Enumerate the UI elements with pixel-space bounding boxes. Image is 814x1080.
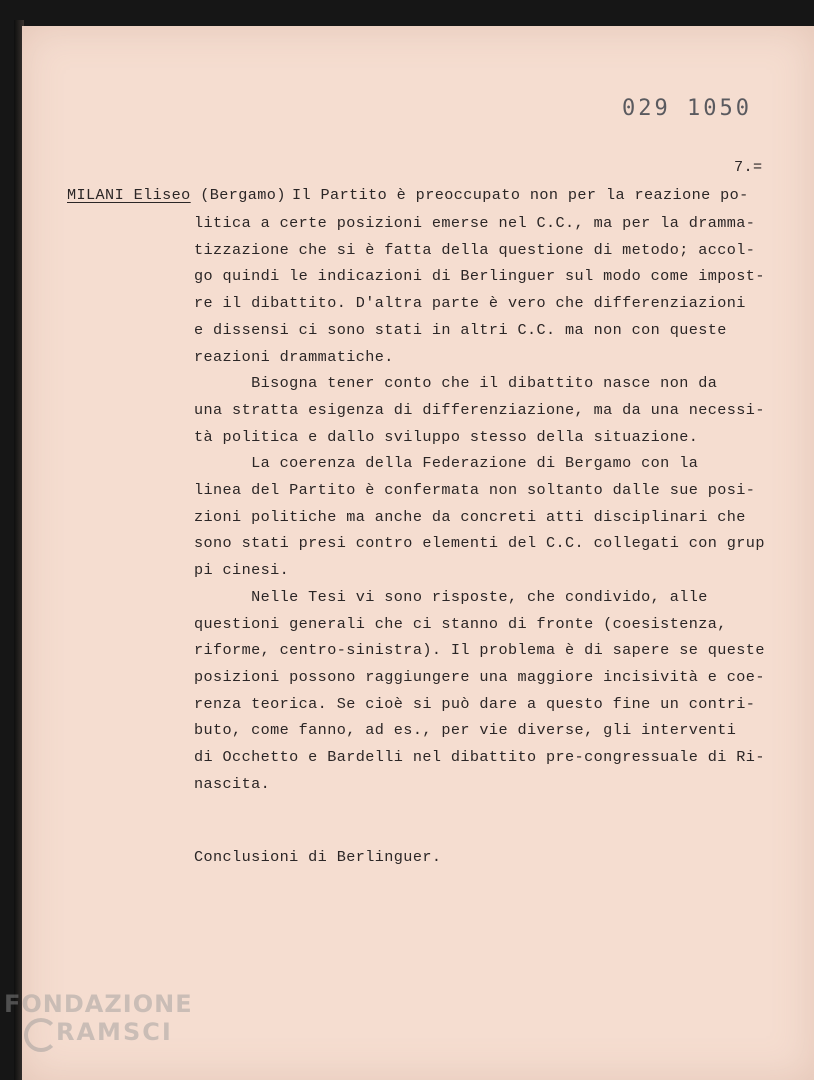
text-line: litica a certe posizioni emerse nel C.C., ma per la dramma- [194,214,756,232]
text-line: renza teorica. Se cioè si può dare a questo fine un contri- [194,695,756,713]
fondazione-gramsci-logo [4,990,204,1070]
text-line: buto, come fanno, ad es., per vie diverse, gli interventi [194,721,737,739]
text-line: reazioni drammatiche. [194,348,394,366]
document-page [22,26,814,1080]
text-line: posizioni possono raggiungere una maggiore incisività e coe- [194,668,765,686]
text-line: tizzazione che si è fatta della questione di metodo; accol- [194,241,756,259]
text-line: Nelle Tesi vi sono risposte, che condivido, alle [194,588,708,606]
text-line-first: Il Partito è preoccupato non per la reazione po- [292,186,749,204]
text-line: di Occhetto e Bardelli nel dibattito pre-congressuale di Ri- [194,748,765,766]
text-line: re il dibattito. D'altra parte è vero che differenziazioni [194,294,746,312]
speaker-name: MILANI Eliseo [67,186,191,204]
speaker-place: (Bergamo) [200,186,286,204]
text-line: pi cinesi. [194,561,290,579]
text-line: questioni generali che ci stanno di fronte (coesistenza, [194,615,727,633]
document-body [22,26,814,1080]
text-line: sono stati presi contro elementi del C.C. collegati con grup [194,534,765,552]
page-number: 7.= [734,158,763,176]
text-line: riforme, centro-sinistra). Il problema è di sapere se queste [194,641,765,659]
text-line: una stratta esigenza di differenziazione, ma da una necessi- [194,401,765,419]
text-line: linea del Partito è confermata non soltanto dalle sue posi- [194,481,756,499]
text-line: La coerenza della Federazione di Bergamo con la [194,454,699,472]
text-line: Bisogna tener conto che il dibattito nasce non da [194,374,718,392]
text-line: nascita. [194,775,271,793]
watermark-g-mark [24,1018,58,1052]
archive-number: 029 1050 [622,96,752,121]
watermark-line1: FONDAZIONE [4,990,193,1018]
closing-line: Conclusioni di Berlinguer. [194,848,442,866]
text-line: tà politica e dallo sviluppo stesso della situazione. [194,428,699,446]
text-line: e dissensi ci sono stati in altri C.C. ma non con queste [194,321,727,339]
watermark-line2: RAMSCI [56,1018,173,1046]
text-line: go quindi le indicazioni di Berlinguer sul modo come impost- [194,267,765,285]
text-line: zioni politiche ma anche da concreti atti disciplinari che [194,508,746,526]
